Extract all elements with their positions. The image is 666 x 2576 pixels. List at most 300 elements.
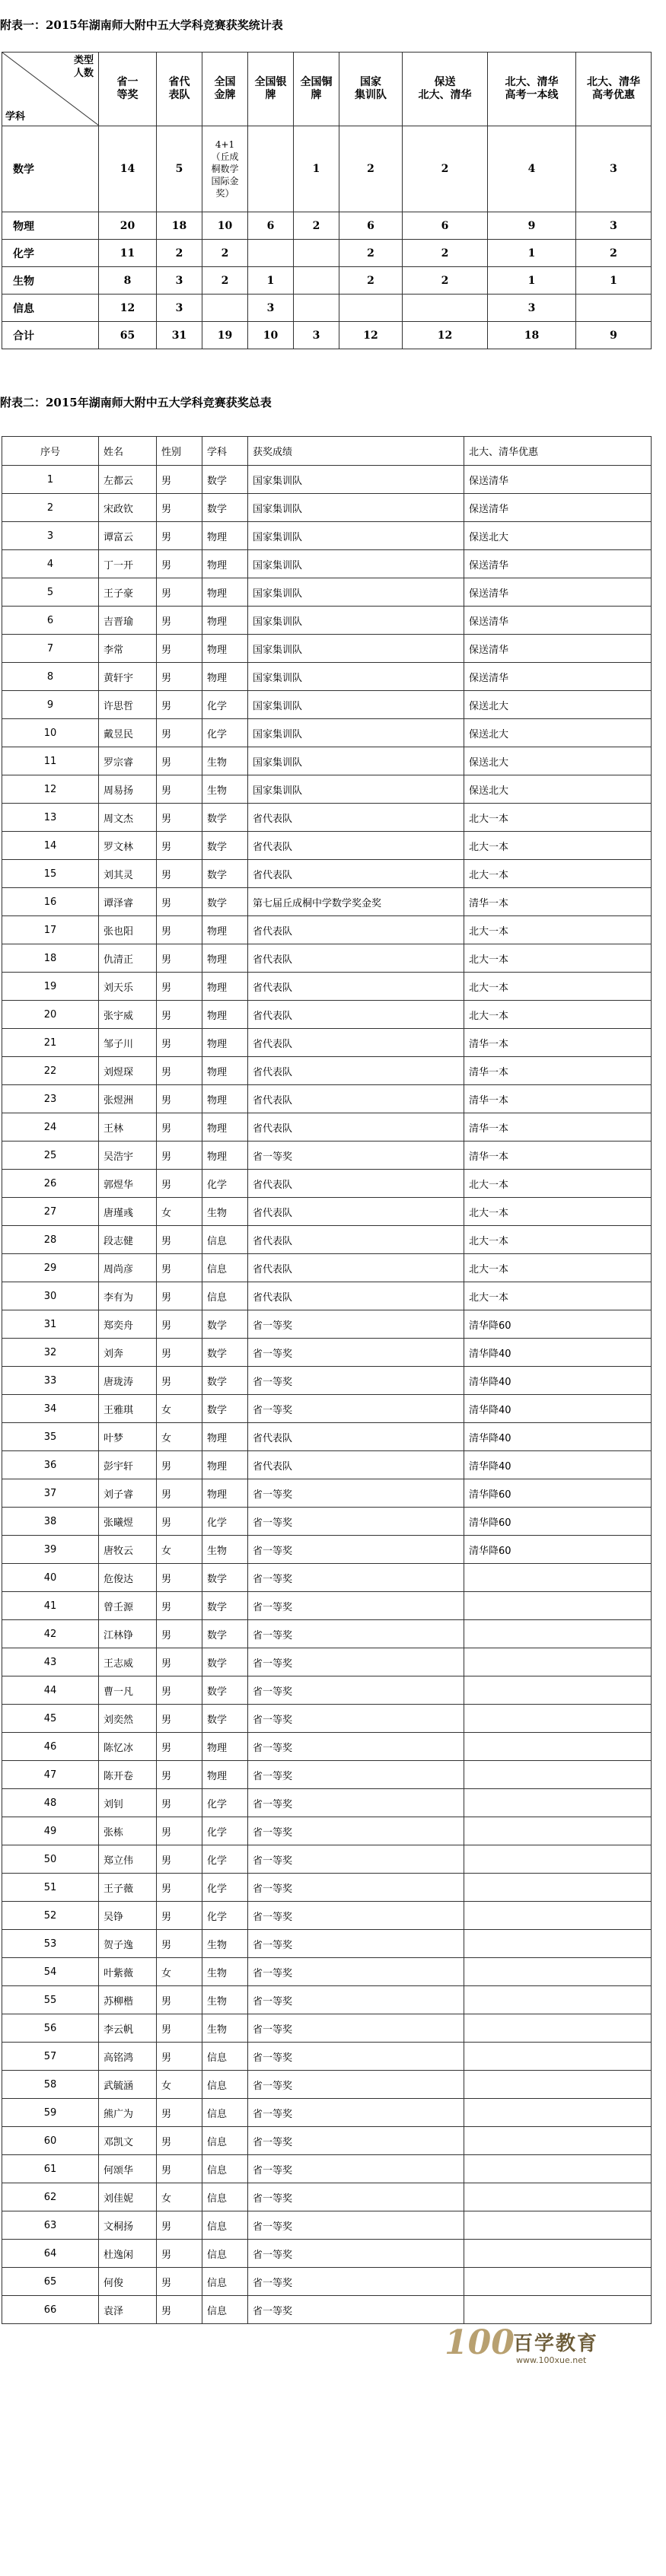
gender-cell: 男: [157, 1226, 202, 1254]
count-cell: 2: [157, 240, 202, 267]
subject-row: [2, 212, 652, 240]
name-cell: 高铭鸿: [99, 2043, 157, 2071]
award-cell: 省代表队: [248, 1423, 464, 1451]
table-row: [2, 2043, 652, 2071]
admission-cell: 保送清华: [464, 635, 652, 663]
award-cell: 省代表队: [248, 1451, 464, 1479]
index-cell: 58: [2, 2071, 99, 2099]
table-row: [2, 916, 652, 944]
count-cell: 3: [248, 295, 294, 322]
gender-cell: 女: [157, 2071, 202, 2099]
subject-cell: 信息: [202, 1254, 248, 1282]
award-cell: 省一等奖: [248, 1761, 464, 1789]
index-cell: 20: [2, 1001, 99, 1029]
table-row: [2, 578, 652, 607]
admission-cell: [464, 2099, 652, 2127]
col-header: 北大、清华 高考一本线: [488, 53, 576, 126]
name-cell: 文桐扬: [99, 2211, 157, 2240]
index-cell: 39: [2, 1536, 99, 1564]
name-cell: 李有为: [99, 1282, 157, 1310]
index-cell: 54: [2, 1958, 99, 1986]
gender-cell: 男: [157, 1648, 202, 1676]
index-cell: 24: [2, 1113, 99, 1142]
index-cell: 46: [2, 1733, 99, 1761]
name-cell: 李云帆: [99, 2014, 157, 2043]
gender-cell: 男: [157, 466, 202, 494]
table-row: [2, 1029, 652, 1057]
award-cell: 省代表队: [248, 1085, 464, 1113]
name-cell: 王雅琪: [99, 1395, 157, 1423]
table-row: [2, 1198, 652, 1226]
award-cell: 国家集训队: [248, 663, 464, 691]
gender-cell: 男: [157, 2240, 202, 2268]
admission-cell: 北大一本: [464, 1282, 652, 1310]
count-cell: 3: [488, 295, 576, 322]
admission-cell: 北大一本: [464, 1254, 652, 1282]
index-cell: 40: [2, 1564, 99, 1592]
col-header: 全国银 牌: [248, 53, 294, 126]
gender-cell: 男: [157, 1029, 202, 1057]
admission-cell: 北大一本: [464, 832, 652, 860]
subject-cell: 生物: [202, 1958, 248, 1986]
gender-cell: 男: [157, 719, 202, 747]
award-cell: 省一等奖: [248, 1310, 464, 1339]
admission-cell: [464, 1733, 652, 1761]
name-cell: 唐牧云: [99, 1536, 157, 1564]
table-row: [2, 2268, 652, 2296]
table-row: [2, 747, 652, 775]
name-cell: 刘天乐: [99, 973, 157, 1001]
col-header: 获奖成绩: [248, 437, 464, 466]
subject-cell: 化学: [202, 719, 248, 747]
gender-cell: 男: [157, 2155, 202, 2183]
award-cell: 省一等奖: [248, 2155, 464, 2183]
subject-row: [2, 126, 652, 212]
admission-cell: [464, 1958, 652, 1986]
table-row: [2, 832, 652, 860]
subject-cell: 物理: [202, 1085, 248, 1113]
count-cell: 5: [157, 126, 202, 212]
subject-cell: 数学: [202, 494, 248, 522]
count-cell: 2: [339, 267, 403, 295]
admission-cell: 清华一本: [464, 1085, 652, 1113]
admission-cell: 保送北大: [464, 719, 652, 747]
subject-cell: 化学: [202, 1789, 248, 1817]
admission-cell: [464, 1592, 652, 1620]
subject-cell: 化学: [202, 1874, 248, 1902]
table-row: [2, 550, 652, 578]
award-cell: 省一等奖: [248, 2268, 464, 2296]
subject-cell: 物理: [202, 550, 248, 578]
award-cell: 省一等奖: [248, 1142, 464, 1170]
subject-cell: 数学: [202, 1705, 248, 1733]
gender-cell: 男: [157, 1986, 202, 2014]
index-cell: 52: [2, 1902, 99, 1930]
table-row: [2, 1057, 652, 1085]
index-cell: 21: [2, 1029, 99, 1057]
count-cell: 2: [202, 267, 248, 295]
subject-cell: 物理: [202, 1001, 248, 1029]
name-cell: 杜逸闲: [99, 2240, 157, 2268]
award-cell: 国家集训队: [248, 691, 464, 719]
subject-cell: 化学: [202, 691, 248, 719]
award-cell: 省一等奖: [248, 1479, 464, 1508]
count-cell: 4+1 （丘成 桐数学 国际金 奖）: [202, 126, 248, 212]
subject-cell: 信息: [202, 1226, 248, 1254]
admission-cell: [464, 1986, 652, 2014]
subject-cell: 信息: [202, 2155, 248, 2183]
gender-cell: 男: [157, 2296, 202, 2324]
col-header: 性别: [157, 437, 202, 466]
admission-cell: [464, 1817, 652, 1845]
subject-cell: 数学: [202, 1395, 248, 1423]
index-cell: 32: [2, 1339, 99, 1367]
award-cell: 国家集训队: [248, 494, 464, 522]
name-cell: 李常: [99, 635, 157, 663]
index-cell: 16: [2, 888, 99, 916]
award-cell: 省一等奖: [248, 2240, 464, 2268]
name-cell: 吉晋瑜: [99, 607, 157, 635]
table-row: [2, 691, 652, 719]
subject-cell: 物理: [202, 1029, 248, 1057]
count-cell: 3: [294, 322, 339, 349]
index-cell: 4: [2, 550, 99, 578]
admission-cell: 清华降40: [464, 1395, 652, 1423]
count-cell: 2: [339, 126, 403, 212]
index-cell: 41: [2, 1592, 99, 1620]
award-cell: 省代表队: [248, 944, 464, 973]
award-cell: 国家集训队: [248, 466, 464, 494]
gender-cell: 女: [157, 2183, 202, 2211]
admission-cell: 清华一本: [464, 1029, 652, 1057]
subject-cell: 物理: [202, 1057, 248, 1085]
admission-cell: 保送清华: [464, 663, 652, 691]
name-cell: 江林铮: [99, 1620, 157, 1648]
gender-cell: 男: [157, 550, 202, 578]
count-cell: 2: [403, 267, 488, 295]
name-cell: 刘佳妮: [99, 2183, 157, 2211]
award-cell: 国家集训队: [248, 550, 464, 578]
gender-cell: 男: [157, 832, 202, 860]
table-row: [2, 1142, 652, 1170]
subject-cell: 数学: [202, 1367, 248, 1395]
name-cell: 郑立伟: [99, 1845, 157, 1874]
subject-cell: 物理: [202, 1423, 248, 1451]
index-cell: 63: [2, 2211, 99, 2240]
subject-cell: 物理: [202, 635, 248, 663]
admission-cell: [464, 1789, 652, 1817]
gender-cell: 男: [157, 888, 202, 916]
subject-cell: 数学: [202, 860, 248, 888]
admission-cell: 清华降60: [464, 1536, 652, 1564]
index-cell: 1: [2, 466, 99, 494]
count-cell: 10: [202, 212, 248, 240]
gender-cell: 男: [157, 775, 202, 804]
award-cell: 省代表队: [248, 1113, 464, 1142]
name-cell: 周尚彦: [99, 1254, 157, 1282]
col-header: 序号: [2, 437, 99, 466]
name-cell: 邹子川: [99, 1029, 157, 1057]
award-cell: 省一等奖: [248, 1367, 464, 1395]
name-cell: 袁泽: [99, 2296, 157, 2324]
admission-cell: 北大一本: [464, 860, 652, 888]
award-cell: 省代表队: [248, 1282, 464, 1310]
table-row: [2, 1367, 652, 1395]
admission-cell: 保送北大: [464, 747, 652, 775]
award-statistics-table: [2, 52, 652, 349]
index-cell: 23: [2, 1085, 99, 1113]
admission-cell: 清华降40: [464, 1367, 652, 1395]
gender-cell: 男: [157, 1001, 202, 1029]
count-cell: 3: [576, 212, 652, 240]
index-cell: 8: [2, 663, 99, 691]
award-cell: 省一等奖: [248, 1930, 464, 1958]
count-cell: 9: [488, 212, 576, 240]
table-row: [2, 635, 652, 663]
gender-cell: 男: [157, 1789, 202, 1817]
award-cell: 省一等奖: [248, 1902, 464, 1930]
subject-cell: 物理: [202, 578, 248, 607]
gender-cell: 女: [157, 1198, 202, 1226]
admission-cell: [464, 2183, 652, 2211]
award-cell: 省一等奖: [248, 2014, 464, 2043]
gender-cell: 男: [157, 1508, 202, 1536]
subject-cell: 化学: [2, 240, 99, 267]
name-cell: 苏柳楷: [99, 1986, 157, 2014]
table-row: [2, 2240, 652, 2268]
subject-cell: 数学: [202, 832, 248, 860]
subject-cell: 生物: [2, 267, 99, 295]
count-cell: 3: [576, 126, 652, 212]
subject-cell: 化学: [202, 1902, 248, 1930]
count-cell: [576, 295, 652, 322]
name-cell: 王志威: [99, 1648, 157, 1676]
gender-cell: 男: [157, 1254, 202, 1282]
name-cell: 刘子睿: [99, 1479, 157, 1508]
award-cell: 省一等奖: [248, 1564, 464, 1592]
gender-cell: 男: [157, 1564, 202, 1592]
name-cell: 罗文林: [99, 832, 157, 860]
gender-cell: 男: [157, 1620, 202, 1648]
table-row: [2, 1254, 652, 1282]
award-cell: 省代表队: [248, 832, 464, 860]
logo-mark: 100: [445, 2323, 515, 2362]
admission-cell: 保送清华: [464, 578, 652, 607]
index-cell: 66: [2, 2296, 99, 2324]
table-row: [2, 2099, 652, 2127]
admission-cell: 保送北大: [464, 522, 652, 550]
award-cell: 省一等奖: [248, 2071, 464, 2099]
count-cell: [248, 126, 294, 212]
gender-cell: 男: [157, 578, 202, 607]
index-cell: 26: [2, 1170, 99, 1198]
gender-cell: 女: [157, 1395, 202, 1423]
table-row: [2, 1339, 652, 1367]
index-cell: 31: [2, 1310, 99, 1339]
count-cell: 8: [99, 267, 157, 295]
table-row: [2, 1113, 652, 1142]
index-cell: 18: [2, 944, 99, 973]
subject-cell: 物理: [202, 1113, 248, 1142]
subject-row: [2, 295, 652, 322]
count-cell: 2: [202, 240, 248, 267]
admission-cell: [464, 2296, 652, 2324]
admission-cell: [464, 2127, 652, 2155]
table-row: [2, 1564, 652, 1592]
award-cell: 省一等奖: [248, 1789, 464, 1817]
name-cell: 张也阳: [99, 916, 157, 944]
admission-cell: [464, 2155, 652, 2183]
index-cell: 9: [2, 691, 99, 719]
subject-cell: 物理: [202, 973, 248, 1001]
name-cell: 宋政钦: [99, 494, 157, 522]
gender-cell: 男: [157, 1367, 202, 1395]
subject-cell: 数学: [202, 1339, 248, 1367]
subject-cell: 信息: [202, 1282, 248, 1310]
table-row: [2, 1648, 652, 1676]
count-cell: 1: [294, 126, 339, 212]
admission-cell: [464, 1761, 652, 1789]
award-cell: 省一等奖: [248, 1395, 464, 1423]
table-row: [2, 1282, 652, 1310]
gender-cell: 男: [157, 804, 202, 832]
index-cell: 27: [2, 1198, 99, 1226]
index-cell: 47: [2, 1761, 99, 1789]
index-cell: 35: [2, 1423, 99, 1451]
award-cell: 省一等奖: [248, 2127, 464, 2155]
subject-cell: 数学: [202, 804, 248, 832]
name-cell: 何俊: [99, 2268, 157, 2296]
name-cell: 曾壬源: [99, 1592, 157, 1620]
index-cell: 5: [2, 578, 99, 607]
award-cell: 省代表队: [248, 1029, 464, 1057]
name-cell: 谭富云: [99, 522, 157, 550]
admission-cell: 清华降60: [464, 1310, 652, 1339]
count-cell: 2: [339, 240, 403, 267]
award-cell: 省代表队: [248, 1198, 464, 1226]
award-cell: 省一等奖: [248, 1592, 464, 1620]
count-cell: 6: [403, 212, 488, 240]
award-cell: 省一等奖: [248, 1339, 464, 1367]
subject-cell: 化学: [202, 1817, 248, 1845]
index-cell: 53: [2, 1930, 99, 1958]
table-row: [2, 1226, 652, 1254]
subject-cell: 信息: [202, 2099, 248, 2127]
subject-cell: 生物: [202, 1930, 248, 1958]
subject-cell: 数学: [202, 1564, 248, 1592]
index-cell: 60: [2, 2127, 99, 2155]
name-cell: 丁一开: [99, 550, 157, 578]
award-cell: 省一等奖: [248, 1705, 464, 1733]
gender-cell: 男: [157, 663, 202, 691]
col-header: 省代 表队: [157, 53, 202, 126]
count-cell: 18: [488, 322, 576, 349]
gender-cell: 男: [157, 1705, 202, 1733]
gender-cell: 男: [157, 2099, 202, 2127]
name-cell: 吴铮: [99, 1902, 157, 1930]
admission-cell: [464, 2240, 652, 2268]
gender-cell: 女: [157, 1536, 202, 1564]
count-cell: 3: [157, 267, 202, 295]
admission-cell: 北大一本: [464, 944, 652, 973]
admission-cell: 保送北大: [464, 691, 652, 719]
table-row: [2, 1817, 652, 1845]
name-cell: 叶紫薇: [99, 1958, 157, 1986]
subject-cell: 物理: [202, 1451, 248, 1479]
subject-cell: 生物: [202, 1536, 248, 1564]
award-cell: 国家集训队: [248, 607, 464, 635]
admission-cell: [464, 1648, 652, 1676]
gender-cell: 男: [157, 2014, 202, 2043]
col-header: 学科: [202, 437, 248, 466]
count-cell: 18: [157, 212, 202, 240]
award-cell: 省一等奖: [248, 1733, 464, 1761]
admission-cell: 保送清华: [464, 550, 652, 578]
name-cell: 曹一凡: [99, 1676, 157, 1705]
gender-cell: 男: [157, 1282, 202, 1310]
award-cell: 国家集训队: [248, 719, 464, 747]
subject-cell: 生物: [202, 2014, 248, 2043]
admission-cell: 清华降60: [464, 1479, 652, 1508]
admission-cell: [464, 2043, 652, 2071]
award-cell: 省代表队: [248, 973, 464, 1001]
subject-cell: 物理: [202, 522, 248, 550]
index-cell: 45: [2, 1705, 99, 1733]
subject-row: [2, 322, 652, 349]
award-cell: 国家集训队: [248, 578, 464, 607]
table-row: [2, 1592, 652, 1620]
admission-cell: [464, 2071, 652, 2099]
admission-cell: [464, 1874, 652, 1902]
admission-cell: 北大一本: [464, 973, 652, 1001]
index-cell: 37: [2, 1479, 99, 1508]
table-row: [2, 860, 652, 888]
table-row: [2, 1395, 652, 1423]
subject-cell: 信息: [202, 2268, 248, 2296]
name-cell: 郭煜华: [99, 1170, 157, 1198]
col-header: 北大、清华优惠: [464, 437, 652, 466]
gender-cell: 男: [157, 2268, 202, 2296]
index-cell: 19: [2, 973, 99, 1001]
count-cell: 6: [339, 212, 403, 240]
name-cell: 熊广为: [99, 2099, 157, 2127]
admission-cell: [464, 2211, 652, 2240]
table-row: [2, 1620, 652, 1648]
name-cell: 罗宗睿: [99, 747, 157, 775]
subject-cell: 生物: [202, 1986, 248, 2014]
name-cell: 黄轩宇: [99, 663, 157, 691]
count-cell: 4: [488, 126, 576, 212]
gender-cell: 男: [157, 1592, 202, 1620]
subject-cell: 生物: [202, 747, 248, 775]
subject-row: [2, 267, 652, 295]
award-cell: 国家集训队: [248, 775, 464, 804]
gender-cell: 男: [157, 1310, 202, 1339]
count-cell: 1: [488, 267, 576, 295]
name-cell: 张宇威: [99, 1001, 157, 1029]
subject-cell: 数学: [202, 888, 248, 916]
admission-cell: 北大一本: [464, 1226, 652, 1254]
table-row: [2, 1170, 652, 1198]
gender-cell: 男: [157, 1817, 202, 1845]
gender-cell: 男: [157, 607, 202, 635]
subject-cell: 物理: [202, 1479, 248, 1508]
name-cell: 周文杰: [99, 804, 157, 832]
count-cell: 20: [99, 212, 157, 240]
gender-cell: 男: [157, 1930, 202, 1958]
name-cell: 张栋: [99, 1817, 157, 1845]
name-cell: 彭宇轩: [99, 1451, 157, 1479]
